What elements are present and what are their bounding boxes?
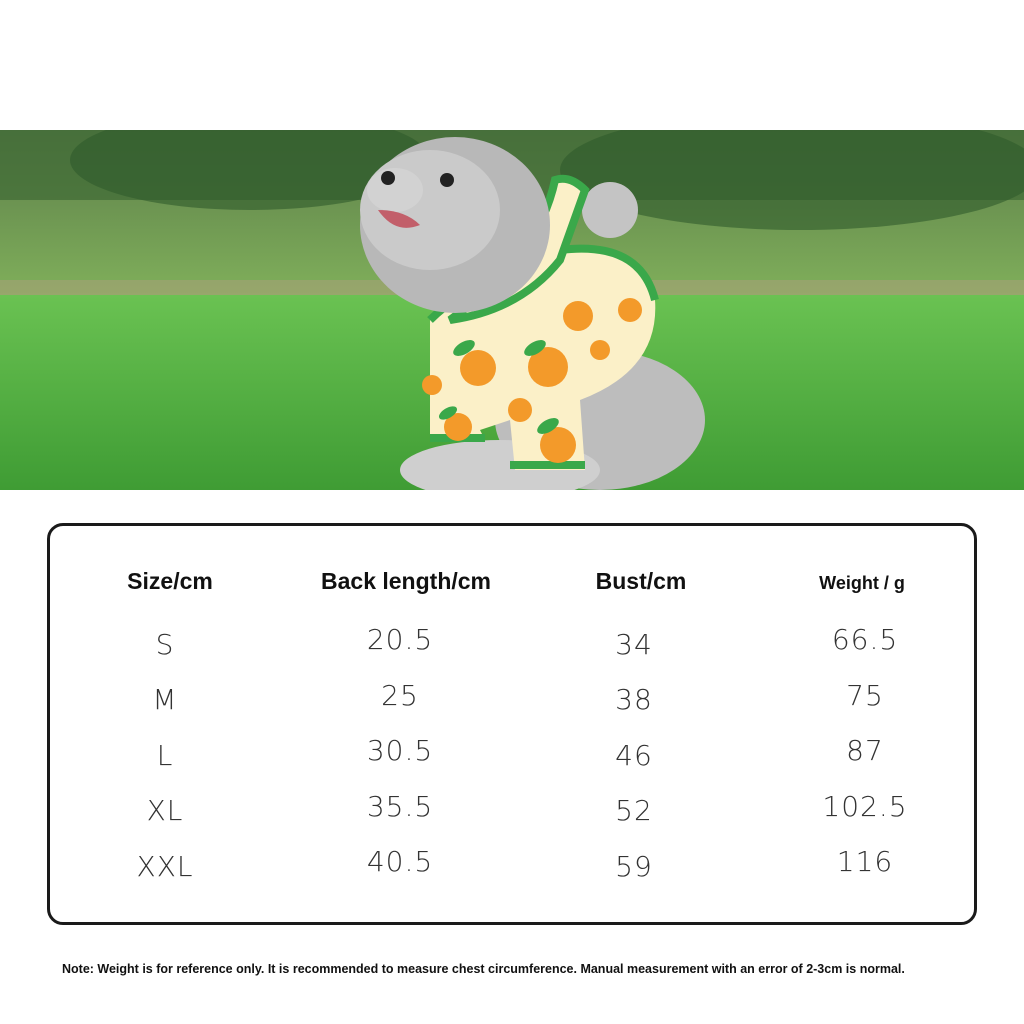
table-cell: 66.5 xyxy=(831,623,899,656)
table-cell: 87 xyxy=(846,734,884,767)
header-weight: Weight / g xyxy=(819,573,905,593)
table-cell: XL xyxy=(146,794,184,827)
table-cell: 102.5 xyxy=(822,790,908,823)
footnote: Note: Weight is for reference only. It is recommended to measure chest circumference. Manual measurement with an error of 2-3cm is normal. xyxy=(62,962,905,976)
table-cell: 52 xyxy=(615,794,653,827)
table-cell: XXL xyxy=(136,850,194,883)
dog-hoodie-illustration xyxy=(0,130,1024,490)
table-cell: S xyxy=(155,628,175,661)
table-cell: 30.5 xyxy=(366,734,434,767)
header-bust: Bust/cm xyxy=(595,568,687,594)
table-cell: 46 xyxy=(615,739,653,772)
table-cell: 25 xyxy=(381,679,419,712)
table-cell: 116 xyxy=(836,845,894,878)
table-cell: 35.5 xyxy=(366,790,434,823)
table-cell: 75 xyxy=(846,679,884,712)
header-size: Size/cm xyxy=(127,568,213,594)
table-cell: 34 xyxy=(615,628,653,661)
table-cell: 20.5 xyxy=(366,623,434,656)
product-photo xyxy=(0,130,1024,490)
size-chart-table xyxy=(47,523,977,925)
table-cell: M xyxy=(152,683,178,716)
header-back-length: Back length/cm xyxy=(321,568,491,594)
table-cell: L xyxy=(156,739,174,772)
table-cell: 40.5 xyxy=(366,845,434,878)
table-cell: 59 xyxy=(615,850,653,883)
table-cell: 38 xyxy=(615,683,653,716)
